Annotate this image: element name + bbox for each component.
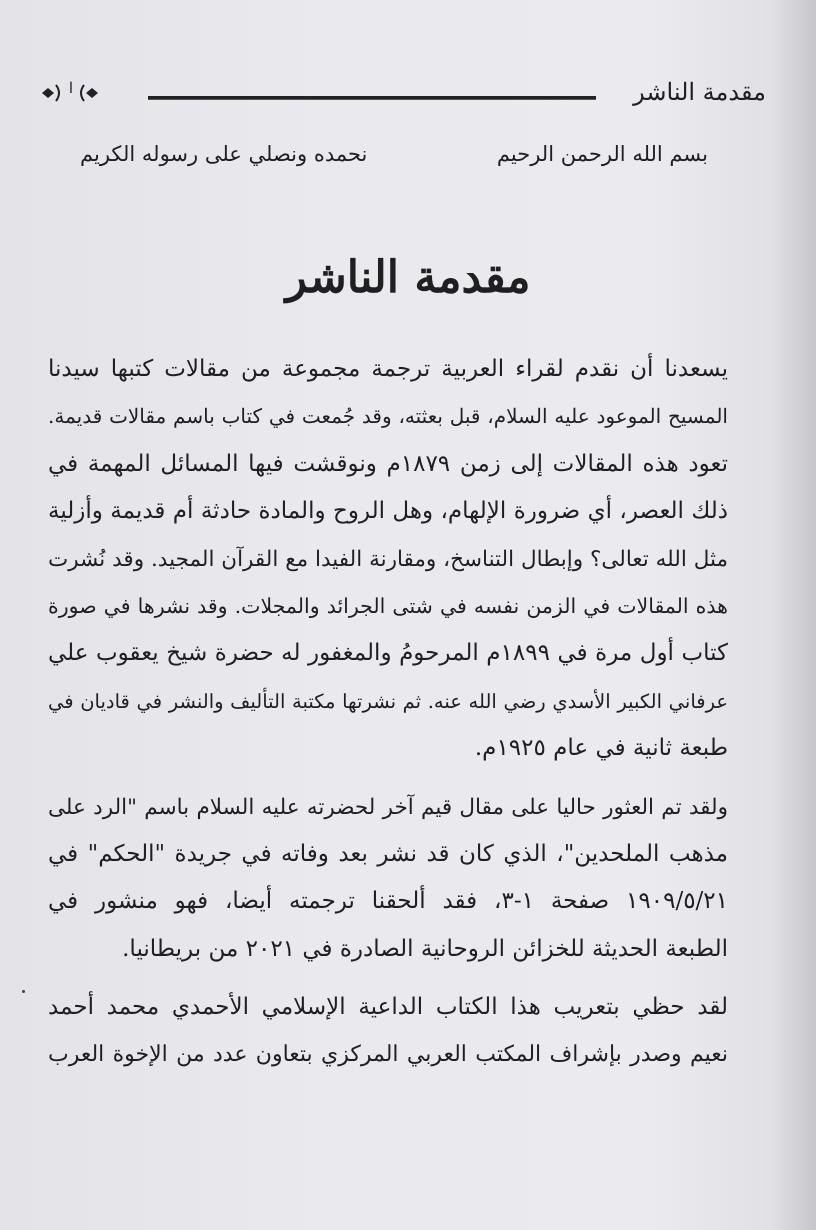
paragraph-gap bbox=[48, 773, 728, 784]
text-line: ذلك العصر، أي ضرورة الإلهام، وهل الروح والمادة حادثة أم قديمة وأزلية bbox=[48, 498, 728, 525]
text-line: كتاب أول مرة في ١٨٩٩م المرحومُ والمغفور له حضرة شيخ يعقوب علي bbox=[48, 640, 728, 667]
paragraph-1 bbox=[48, 346, 728, 441]
text-line: نعيم وصدر بإشراف المكتب العربي المركزي بتعاون عدد من الإخوة العرب bbox=[48, 1042, 728, 1068]
text-line: يسعدنا أن نقدم لقراء العربية ترجمة مجموعة من مقالات كتبها سيدنا bbox=[48, 356, 728, 382]
salutation-text: نحمده ونصلي على رسوله الكريم bbox=[80, 142, 368, 166]
page-number: ا bbox=[68, 79, 74, 97]
running-header-title: مقدمة الناشر bbox=[633, 78, 766, 106]
spine-shadow bbox=[770, 0, 816, 1230]
paragraph-2 bbox=[48, 441, 728, 773]
text-line: تعود هذه المقالات إلى زمن ١٨٧٩م ونوقشت فيها المسائل المهمة في bbox=[48, 450, 728, 477]
body-text bbox=[48, 346, 728, 1079]
header-rule bbox=[148, 96, 596, 100]
text-line: طبعة ثانية في عام ١٩٢٥م. bbox=[474, 735, 728, 762]
paragraph-gap bbox=[48, 973, 728, 984]
paragraph-3 bbox=[48, 784, 728, 974]
text-line: المسيح الموعود عليه السلام، قبل بعثته، وقد جُمعت في كتاب باسم مقالات قديمة. bbox=[48, 404, 728, 429]
text-line: لقد حظي بتعريب هذا الكتاب الداعية الإسلامي الأحمدي محمد أحمد bbox=[48, 994, 728, 1021]
text-line: مثل الله تعالى؟ وإبطال التناسخ، ومقارنة الفيدا مع القرآن المجيد. وقد نُشرت bbox=[48, 546, 728, 572]
text-line: عرفاني الكبير الأسدي رضي الله عنه. ثم نشرتها مكتبة التأليف والنشر في قاديان في bbox=[48, 689, 728, 713]
page-title: مقدمة الناشر bbox=[285, 252, 531, 303]
paragraph-4 bbox=[48, 984, 728, 1079]
basmala-text: بسم الله الرحمن الرحيم bbox=[496, 142, 708, 166]
basmala-line bbox=[80, 142, 708, 176]
text-line: ولقد تم العثور حاليا على مقال قيم آخر لحضرته عليه السلام باسم "الرد على bbox=[48, 794, 728, 820]
running-header bbox=[40, 78, 766, 118]
margin-speck bbox=[22, 990, 25, 993]
text-line: هذه المقالات في الزمن نفسه في شتى الجرائد والمجلات. وقد نشرها في صورة bbox=[48, 593, 728, 618]
text-line: مذهب الملحدين"، الذي كان قد نشر بعد وفاته في جريدة "الحكم" في bbox=[48, 840, 728, 867]
text-line: الطبعة الحديثة للخزائن الروحانية الصادرة في ٢٠٢١ من بريطانيا. bbox=[122, 935, 728, 962]
text-line: ١٩٠٩/٥/٢١ صفحة ١-٣، فقد ألحقنا ترجمته أيضا، فهو منشور في bbox=[48, 888, 728, 915]
